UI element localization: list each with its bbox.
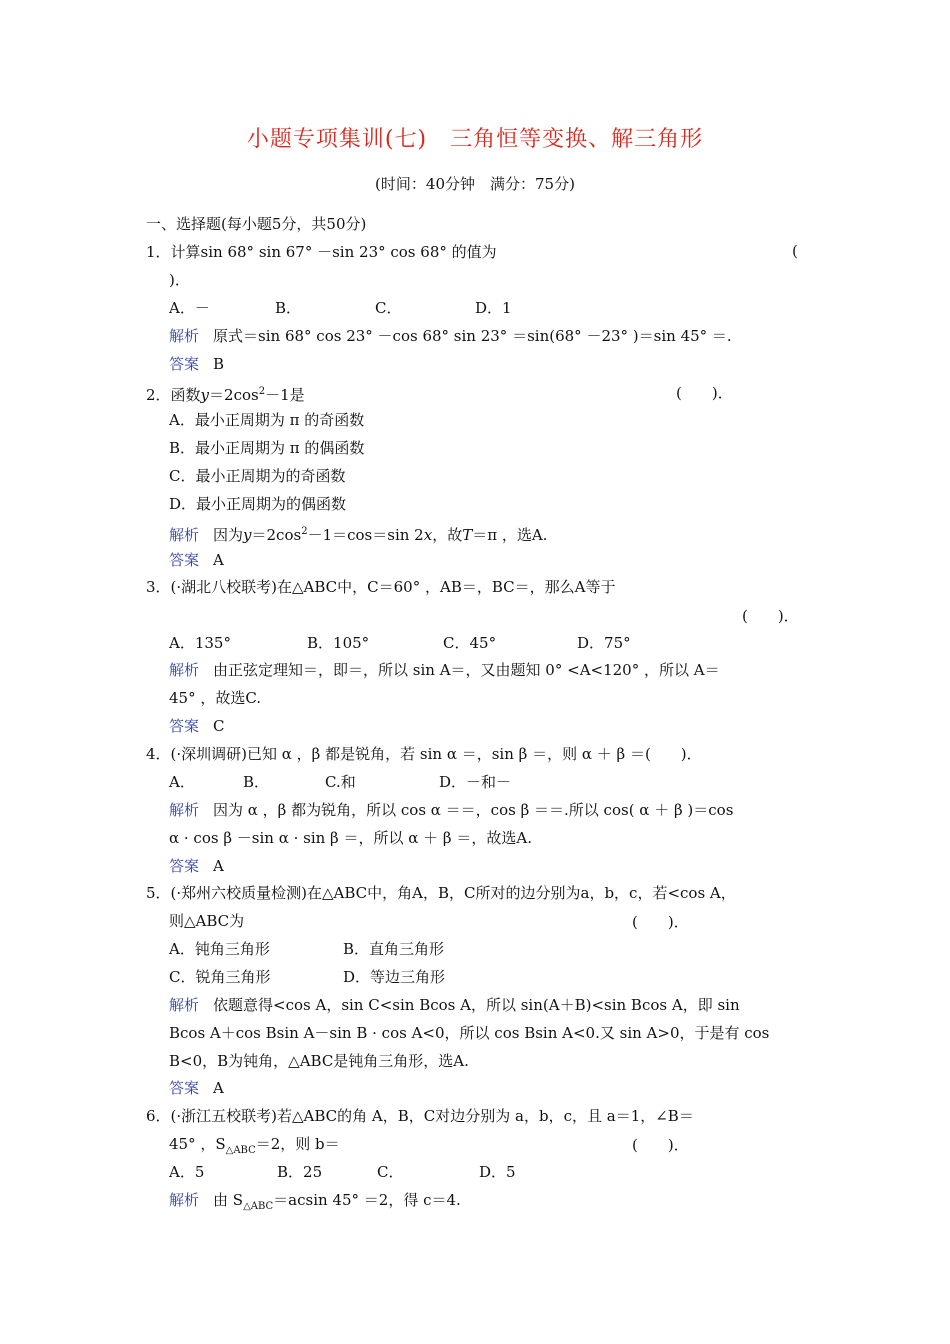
- q5-option-a: A．钝角三角形: [169, 940, 270, 958]
- analysis-label: 解析: [169, 327, 200, 345]
- analysis-label: 解析: [169, 801, 200, 819]
- q2-analysis-b: ＝2cos: [251, 526, 302, 544]
- analysis-label: 解析: [169, 661, 200, 679]
- q5-analysis-line2: Bcos A＋cos Bsin A－sin B · cos A<0，所以 cos Bsin A<0.又 sin A>0，于是有 cos: [169, 1024, 770, 1042]
- q1-option-d: D．1: [475, 299, 512, 317]
- q6-stem-2a: 45° ，S: [169, 1135, 226, 1153]
- q4-option-a: A．: [169, 773, 195, 791]
- q2-answer: [169, 550, 224, 570]
- answer-label: 答案: [169, 355, 200, 373]
- q1-option-a: A．－: [169, 299, 210, 317]
- q1-analysis-text: 原式＝sin 68° cos 23° －cos 68° sin 23° ＝sin(68° －23° )＝sin 45° ＝.: [213, 327, 732, 345]
- q5-analysis-text1: 依题意得<cos A，sin C<sin Bcos A，所以 sin(A＋B)<sin Bcos A，即 sin: [213, 996, 740, 1014]
- q3-option-b: B．105°: [307, 634, 370, 652]
- q4-option-c: C.和: [325, 773, 356, 791]
- q2-analysis: 解析 因为$y=2\cos^2-1=\cos=\sin$ 2x，故T＝π ，选A.: [169, 526, 548, 544]
- q5-analysis-line1: [169, 995, 740, 1015]
- q2-stem-b: ＝2cos: [209, 386, 259, 404]
- q6-paren: ( )．: [632, 1136, 689, 1154]
- q2-paren: ( )．: [676, 384, 733, 402]
- q4-option-b: B．: [243, 773, 270, 791]
- answer-label: 答案: [169, 857, 200, 875]
- q6-analysis-b: ＝acsin 45° ＝2，得 c＝4.: [273, 1191, 461, 1209]
- q2-option-c: C．最小正周期为的奇函数: [169, 467, 346, 485]
- q5-options-row2: [169, 967, 445, 987]
- q1-analysis: [169, 326, 732, 346]
- q3-options: [169, 633, 631, 653]
- exam-time-info: (时间：40分钟 满分：75分): [375, 175, 575, 193]
- q3-paren: ( )．: [742, 607, 799, 625]
- answer-label: 答案: [169, 551, 200, 569]
- q3-analysis-line1: [169, 660, 720, 680]
- q3-stem: 3．(·湖北八校联考)在△ABC中，C＝60° ，AB＝，BC＝，那么A等于: [146, 578, 616, 596]
- q4-analysis-text1: 因为 α ，β 都为锐角，所以 cos α ＝＝，cos β ＝＝.所以 cos( α ＋ β )＝cos: [213, 801, 734, 819]
- section-heading: 一、选择题(每小题5分，共50分): [146, 215, 367, 233]
- q6-option-c: C．: [377, 1163, 404, 1181]
- q1-answer: [169, 354, 224, 374]
- q2-analysis-d: ，故: [432, 526, 463, 544]
- q4-answer: [169, 856, 224, 876]
- q2-analysis-c: －1＝cos＝sin 2: [307, 526, 424, 544]
- q2-stem-c: －1是: [265, 386, 305, 404]
- q5-option-c: C．锐角三角形: [169, 968, 271, 986]
- q3-analysis-text1: 由正弦定理知＝，即＝，所以 sin A＝，又由题知 0° <A<120° ，所以 A＝: [213, 661, 720, 679]
- q4-options: [169, 772, 511, 792]
- analysis-label: 解析: [169, 996, 200, 1014]
- q1-option-c: C．: [375, 299, 402, 317]
- q6-option-d: D．5: [479, 1163, 516, 1181]
- q1-options: [169, 298, 512, 318]
- q4-analysis-line1: [169, 800, 733, 820]
- q6-stem-2b: ＝2，则 b＝: [255, 1135, 340, 1153]
- analysis-label: 解析: [169, 526, 200, 544]
- q5-option-b: B．直角三角形: [343, 940, 445, 958]
- q2-option-b: B．最小正周期为 π 的偶函数: [169, 439, 365, 457]
- q4-analysis-line2: α · cos β －sin α · sin β ＝，所以 α ＋ β ＝，故选A.: [169, 829, 532, 847]
- q3-answer: [169, 716, 225, 736]
- q6-stem-line1: 6．(·浙江五校联考)若△ABC的角 A，B，C对边分别为 a，b，c，且 a＝1，∠B＝: [146, 1107, 694, 1125]
- q3-analysis-line2: 45° ，故选C.: [169, 689, 262, 707]
- q5-stem-line1: 5．(·郑州六校质量检测)在△ABC中，角A，B，C所对的边分别为a，b，c，若<cos A，: [146, 884, 736, 902]
- q1-answer-value: B: [213, 355, 225, 373]
- q6-option-a: A．5: [169, 1163, 205, 1181]
- q2-option-a: A．最小正周期为 π 的奇函数: [169, 411, 365, 429]
- q3-answer-value: C: [213, 717, 225, 735]
- q5-option-d: D．等边三角形: [343, 968, 446, 986]
- q5-analysis-line3: B<0，B为钝角，△ABC是钝角三角形，选A.: [169, 1052, 469, 1070]
- q5-stem-line2: 则△ABC为: [169, 912, 245, 930]
- q5-options-row1: [169, 939, 444, 959]
- analysis-label: 解析: [169, 1191, 200, 1209]
- q6-option-b: B．25: [277, 1163, 323, 1181]
- q5-answer: [169, 1078, 224, 1098]
- q1-option-b: B．: [275, 299, 302, 317]
- q6-analysis-a: 由 S: [213, 1191, 244, 1209]
- q4-stem: 4．(·深圳调研)已知 α ，β 都是锐角，若 sin α ＝，sin β ＝，则 α ＋ β ＝( )．: [146, 745, 702, 763]
- q2-analysis-a: 因为: [213, 526, 244, 544]
- q6-options: [169, 1162, 516, 1182]
- q1-paren-open: (: [792, 242, 798, 260]
- q5-answer-value: A: [213, 1079, 224, 1097]
- q5-paren: ( )．: [632, 913, 689, 931]
- q3-option-c: C．45°: [443, 634, 497, 652]
- q6-stem-line2: [169, 1134, 340, 1161]
- q2-option-d: D．最小正周期为的偶函数: [169, 495, 347, 513]
- q2-stem: 2．函数$y=2\cos^2-1$是: [146, 386, 305, 404]
- answer-label: 答案: [169, 717, 200, 735]
- q3-option-a: A．135°: [169, 634, 231, 652]
- answer-label: 答案: [169, 1079, 200, 1097]
- q2-stem-a: 2．函数: [146, 386, 201, 404]
- page-title: 小题专项集训(七) 三角恒等变换、解三角形: [246, 127, 704, 152]
- q6-analysis: [169, 1190, 461, 1217]
- q6-analysis-sub: △ABC: [243, 1201, 274, 1212]
- q2-answer-value: A: [213, 551, 224, 569]
- q4-option-d: D．－和－: [439, 773, 512, 791]
- q4-answer-value: A: [213, 857, 224, 875]
- q1-stem: 1．计算sin 68° sin 67° －sin 23° cos 68° 的值为: [146, 243, 497, 261]
- q2-analysis-e: ＝π ，选A.: [472, 526, 548, 544]
- q6-stem-sub: △ABC: [225, 1145, 256, 1156]
- q1-paren-close: )．: [169, 271, 190, 289]
- q3-option-d: D．75°: [577, 634, 631, 652]
